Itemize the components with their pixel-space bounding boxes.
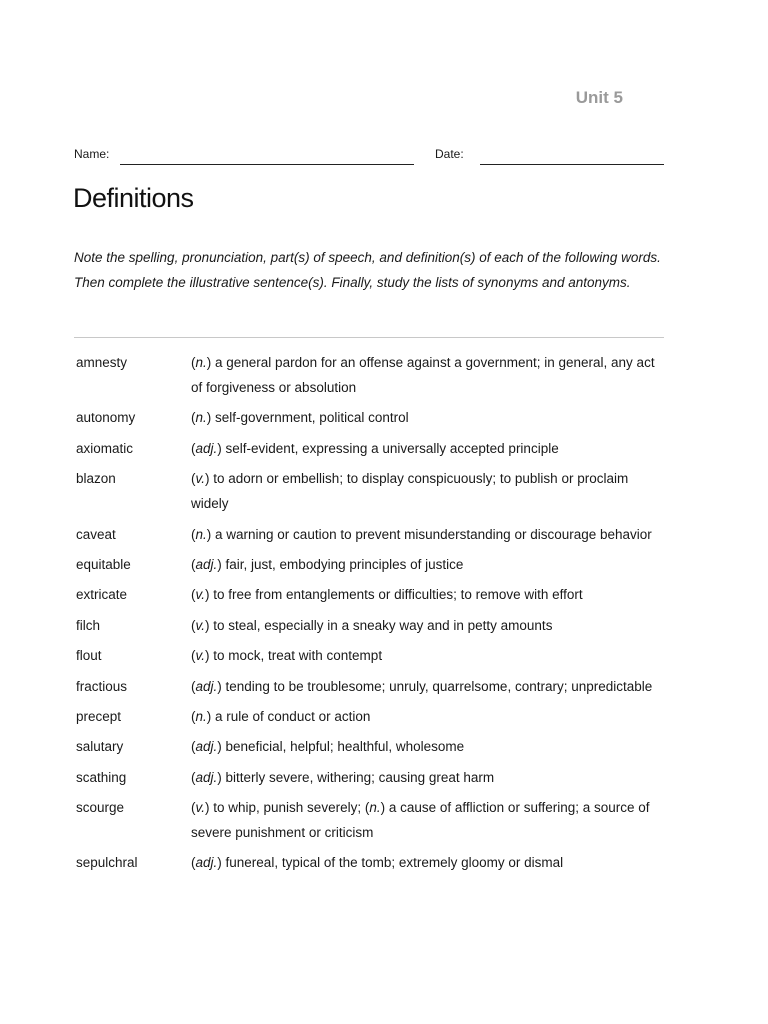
vocab-word: axiomatic xyxy=(76,440,134,456)
vocab-word: precept xyxy=(76,708,122,724)
part-of-speech: v. xyxy=(195,648,205,664)
part-of-speech: adj. xyxy=(195,739,218,755)
vocab-word: scathing xyxy=(76,769,127,785)
part-of-speech: n. xyxy=(369,800,381,816)
unit-label: Unit 5 xyxy=(575,88,623,107)
definition-text: bitterly severe, withering; causing great harm xyxy=(225,769,495,785)
part-of-speech: adj. xyxy=(195,556,218,572)
vocab-entry xyxy=(76,552,666,577)
part-of-speech: n. xyxy=(195,526,207,542)
part-of-speech: v. xyxy=(195,617,205,633)
definition-text: a rule of conduct or action xyxy=(215,708,371,724)
vocab-word: blazon xyxy=(76,471,116,487)
definition-text: beneficial, helpful; healthful, wholesome xyxy=(225,739,465,755)
vocab-entry xyxy=(76,466,666,516)
vocab-definition: (v.) to free from entanglements or difficulties; to remove with effort xyxy=(191,587,583,603)
divider xyxy=(74,337,664,338)
definition-text: to mock, treat with contempt xyxy=(213,648,383,664)
vocab-word: autonomy xyxy=(76,410,136,426)
vocab-definition: (n.) a warning or caution to prevent misunderstanding or discourage behavior xyxy=(191,526,652,542)
vocab-entry xyxy=(76,734,666,759)
page-title: Definitions xyxy=(73,183,194,213)
definition-text: a cause of affliction or suffering; a source of severe punishment or criticism xyxy=(191,800,650,841)
definition-text: funereal, typical of the tomb; extremely gloomy or dismal xyxy=(225,855,564,871)
definition-text: a warning or caution to prevent misunderstanding or discourage behavior xyxy=(215,526,652,542)
vocab-word: flout xyxy=(76,648,102,664)
vocab-entry xyxy=(76,674,666,699)
name-date-fields xyxy=(74,146,664,168)
part-of-speech: adj. xyxy=(195,678,218,694)
vocab-entry xyxy=(76,582,666,607)
vocab-word: scourge xyxy=(76,800,125,816)
vocab-word: filch xyxy=(76,617,101,633)
definition-text: self-evident, expressing a universally accepted principle xyxy=(225,440,559,456)
vocab-word: sepulchral xyxy=(76,855,138,871)
name-blank-line xyxy=(120,164,414,165)
vocab-definition: (n.) a rule of conduct or action xyxy=(191,708,371,724)
vocab-entry xyxy=(76,850,666,875)
vocab-definition: (v.) to steal, especially in a sneaky way and in petty amounts xyxy=(191,617,553,633)
part-of-speech: n. xyxy=(195,708,207,724)
vocab-definition: (adj.) tending to be troublesome; unruly, quarrelsome, contrary; unpredictable xyxy=(191,678,653,694)
vocab-definition: (adj.) bitterly severe, withering; causing great harm xyxy=(191,769,495,785)
vocab-entry xyxy=(76,765,666,790)
part-of-speech: n. xyxy=(195,410,207,426)
vocab-definition: (adj.) beneficial, helpful; healthful, wholesome xyxy=(191,739,465,755)
part-of-speech: v. xyxy=(195,587,205,603)
vocab-definition: (v.) to mock, treat with contempt xyxy=(191,648,383,664)
vocabulary-list xyxy=(76,350,666,881)
vocab-word: caveat xyxy=(76,526,116,542)
date-blank-line xyxy=(480,164,664,165)
definition-text: to steal, especially in a sneaky way and in petty amounts xyxy=(213,617,553,633)
vocab-word: equitable xyxy=(76,556,131,572)
name-label: Name: xyxy=(74,147,110,161)
instructions-text: Note the spelling, pronunciation, part(s) of speech, and definition(s) of each of the following words. Then complete the illustrative sentence(s). Finally, study the lists of synonyms and antonyms. xyxy=(74,250,661,290)
vocab-entry xyxy=(76,350,666,400)
vocab-entry xyxy=(76,704,666,729)
definition-text: to free from entanglements or difficulties; to remove with effort xyxy=(213,587,583,603)
vocab-word: salutary xyxy=(76,739,124,755)
vocab-definition: (adj.) self-evident, expressing a universally accepted principle xyxy=(191,440,559,456)
vocab-definition: (v.) to adorn or embellish; to display conspicuously; to publish or proclaim widely xyxy=(191,471,629,512)
part-of-speech: v. xyxy=(195,471,205,487)
definition-text: to adorn or embellish; to display conspicuously; to publish or proclaim widely xyxy=(191,471,629,512)
definition-text: tending to be troublesome; unruly, quarrelsome, contrary; unpredictable xyxy=(225,678,653,694)
definition-text: self-government, political control xyxy=(215,410,409,426)
vocab-entry xyxy=(76,436,666,461)
vocab-entry xyxy=(76,795,666,845)
part-of-speech: n. xyxy=(195,355,207,370)
vocab-definition: (adj.) fair, just, embodying principles of justice xyxy=(191,556,464,572)
part-of-speech: adj. xyxy=(195,855,218,871)
vocab-definition: (n.) self-government, political control xyxy=(191,410,409,426)
vocab-entry xyxy=(76,613,666,638)
vocab-word: fractious xyxy=(76,678,128,694)
vocab-entry xyxy=(76,643,666,668)
part-of-speech: adj. xyxy=(195,440,218,456)
vocab-definition: (n.) a general pardon for an offense against a government; in general, any act of forgiveness or absolution xyxy=(191,355,655,395)
vocab-definition: (adj.) funereal, typical of the tomb; extremely gloomy or dismal xyxy=(191,855,564,871)
vocab-definition: (v.) to whip, punish severely; (n.) a cause of affliction or suffering; a source of severe punishment or criticism xyxy=(191,800,650,841)
definition-text: a general pardon for an offense against a government; in general, any act of forgiveness or absolution xyxy=(191,355,655,395)
vocab-entry xyxy=(76,405,666,430)
part-of-speech: v. xyxy=(195,800,205,816)
vocab-entry xyxy=(76,522,666,547)
part-of-speech: adj. xyxy=(195,769,218,785)
vocab-word: extricate xyxy=(76,587,128,603)
date-label: Date: xyxy=(435,147,464,161)
definition-text: to whip, punish severely; xyxy=(213,800,362,816)
definition-text: fair, just, embodying principles of justice xyxy=(225,556,464,572)
vocab-word: amnesty xyxy=(76,355,128,370)
